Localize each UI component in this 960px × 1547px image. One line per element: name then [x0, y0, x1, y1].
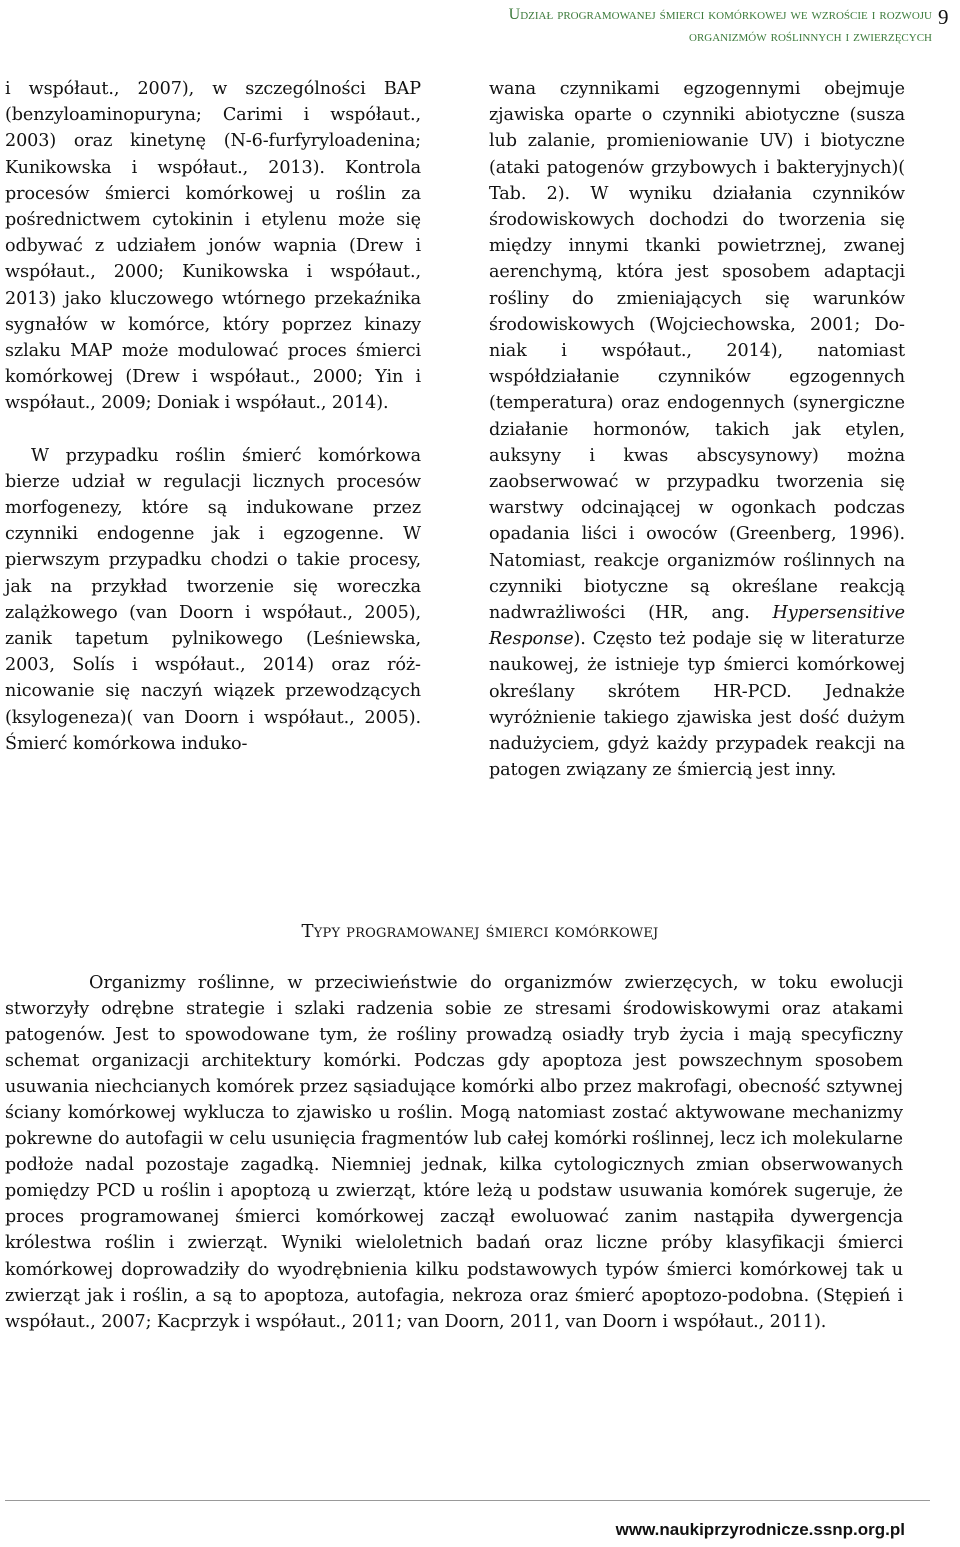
right-paragraph-1-text: wana czynnikami egzogennymi obejmuje zjawiska oparte o czynniki abiotyczne (susza lub zalanie, promieniowanie UV) i biotyczne (ataki patogenów grzybowych i bakteryjnych)( Tab. 2). W wyniku działania czynników środowiskowych dochodzi do tworzenia się między innymi tkanki powietrznej, zwanej aerenchymą, która jest sposobem adaptacji rośliny do zmieniających się warunków środowiskowych (Wojciechowska, 2001; Doniak i współaut., 2014), natomiast współdziałanie czynników egzogennych (temperatura) oraz endogennych (synergiczne działanie hormonów, takich jak etylen, auksyny i kwas abscysynowy) można zaobserwować w przypadku tworzenia się warstwy odcinającej w ogonkach podczas opadania liści i owoców (Greenberg, 1996). Natomiast, reakcje organizmów roślinnych na czynniki biotyczne są określane reakcją nadwrażliwości (HR, ang.	[489, 79, 905, 624]
footer-url: www.naukiprzyrodnicze.ssnp.org.pl	[615, 1520, 905, 1539]
footer-divider	[5, 1500, 930, 1501]
right-paragraph-1	[489, 76, 905, 783]
section-paragraph: Organizmy roślinne, w przeciwieństwie do organizmów zwierzęcych, w toku ewolucji stworzyły odrębne strategie i szlaki radzenia sobie ze stresami środowiskowymi oraz atakami patogenów. Jest to spowodowane tym, że rośliny prowadzą osiadły tryb życia i mają specyficzny schemat organizacji architektury komórki. Podczas gdy apoptoza jest powszechnym sposobem usuwania niechcianych komórek przez sąsiadujące komórki albo przez makrofagi, obecność sztywnej ściany komórkowej wyklucza to zjawisko u roślin. Mogą natomiast zostać aktywowane mechanizmy pokrewne do autofagii w celu usunięcia fragmentów lub całej komórki roślinnej, lecz ich molekularne podłoże nadal pozostaje zagadką. Niemniej jednak, kilka cytologicznych zmian obserwowanych pomiędzy PCD u roślin i apoptozą u zwierząt, które leżą u podstaw usuwania komórek sugeruje, że proces programowanej śmierci komórkowej zaczął ewoluować zanim nastąpiła dywergencja królestwa roślin i zwierząt. Wyniki wieloletnich badań oraz liczne próby klasyfikacji śmierci komórkowej doprowadziły do wyodrębnienia kilku podstawowych typów śmierci komórkowej tak u zwierząt jak i roślin, a są to apoptoza, autofagia, nekroza oraz śmierć apoptozo-podobna. (Stępień i współaut., 2007; Kacprzyk i współaut., 2011; van Doorn, 2011, van Doorn i współaut., 2011).	[5, 973, 903, 1332]
page-number: 9	[938, 5, 949, 29]
italic-term: Hypersensitive Response	[489, 603, 905, 650]
header-title-line-2: organizmów roślinnych i zwierzęcych	[689, 28, 932, 45]
left-column	[5, 76, 421, 757]
left-paragraph-2: W przypadku roślin śmierć komórkowa bierze udział w regulacji licznych procesów morfogenezy, które są indukowane przez czynniki endogenne jak i egzogenne. W pierwszym przypadku chodzi o takie procesy, jak na przykład tworzenie się woreczka zalążkowego (van Doorn i współaut., 2005), zanik tapetum pylnikowego (Leśniewska, 2003, Solís i współaut., 2014) oraz różnicowanie się naczyń wiązek przewodzących (ksylogeneza)( van Doorn i współaut., 2005). Śmierć komórkowa induko-	[5, 445, 421, 754]
right-column	[489, 76, 905, 783]
running-header	[260, 4, 932, 48]
header-title-line-1: Udział programowanej śmierci komórkowej we wzroście i rozwoju	[508, 6, 932, 23]
left-paragraph-1: i współaut., 2007), w szczególności BAP (benzyloaminopuryna; Carimi i współaut., 2003) oraz kinetynę (N-6-furfyryloadenina; Kunikowska i współaut., 2013). Kontrola procesów śmierci komórkowej u roślin za pośrednictwem cytokinin i etylenu może się odbywać z udziałem jonów wapnia (Drew i współaut., 2000; Kunikowska i współaut., 2013) jako kluczowego wtórnego przekaźnika sygnałów w komórce, który poprzez kinazy szlaku MAP może modulować proces śmierci komórkowej (Drew i współaut., 2000; Yin i współaut., 2009; Doniak i współaut., 2014).	[5, 79, 421, 414]
section-heading: Typy programowanej śmierci komórkowej	[301, 921, 659, 942]
right-paragraph-1-end: ). Często też podaje się w literaturze naukowej, że istnieje typ śmierci komórkowej określany skrótem HR-PCD. Jednakże wyróżnienie takiego zjawiska jest dość dużym nadużyciem, gdyż każdy przypadek reakcji na patogen związany ze śmiercią jest inny.	[489, 629, 905, 781]
